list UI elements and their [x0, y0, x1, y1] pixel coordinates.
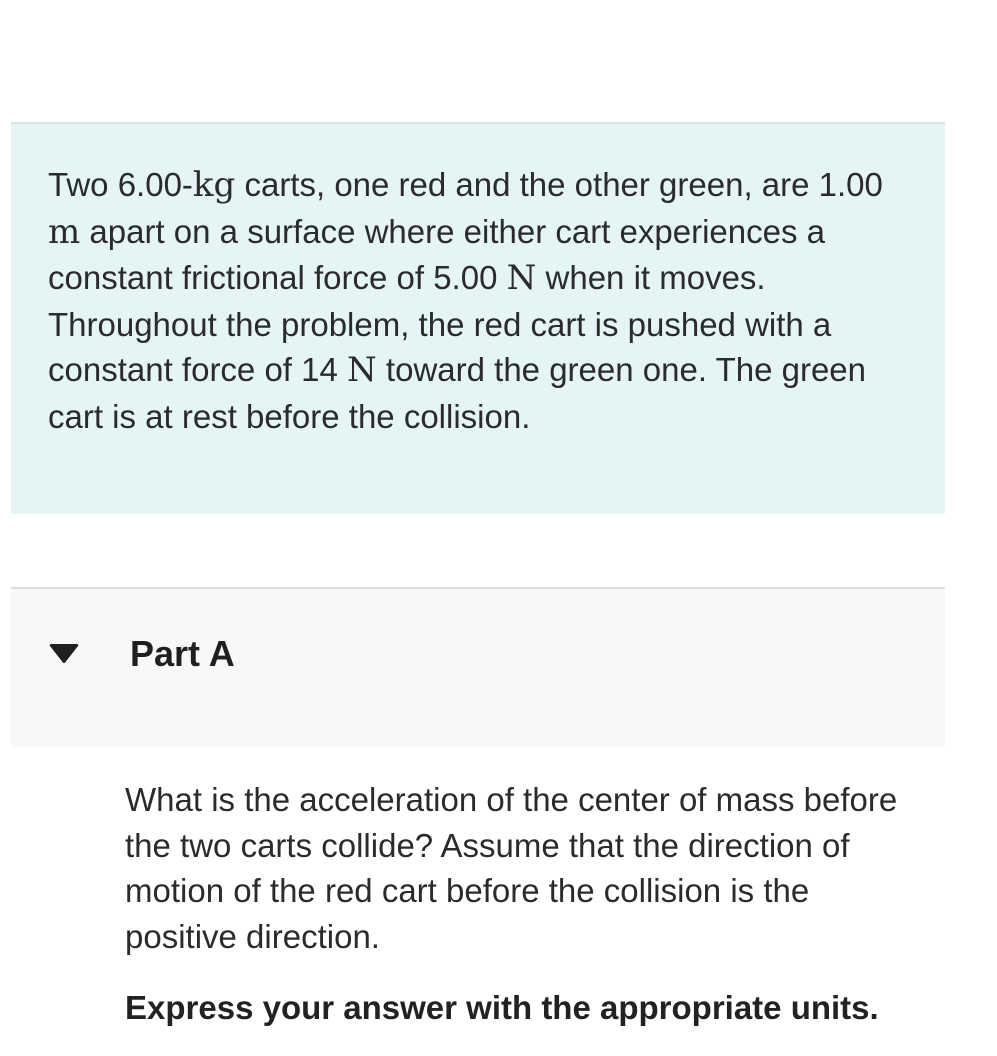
problem-text-segment: toward the green one. The green cart is at rest before the collision.	[48, 351, 866, 435]
problem-text-segment: Two 6.00-	[48, 166, 193, 203]
problem-text-segment: carts, one red and the other green, are 1.00	[235, 166, 883, 203]
answer-instruction: Express your answer with the appropriate units.	[125, 989, 879, 1026]
unit-n: N	[506, 258, 537, 298]
caret-down-icon[interactable]	[49, 644, 79, 664]
problem-text-segment: apart on a surface where either cart experiences a constant frictional force of 5.00	[48, 212, 825, 296]
problem-text-segment: when it moves. Throughout the problem, the red cart is pushed with a constant force of 14	[48, 259, 832, 388]
problem-statement	[11, 122, 945, 514]
unit-kg: kg	[192, 165, 236, 205]
part-title: Part A	[130, 633, 235, 674]
unit-m: m	[48, 211, 81, 252]
question-text: What is the acceleration of the center of mass before the two carts collide? Assume that the direction of motion of the red cart before the collision is the positive direction.	[125, 781, 898, 955]
problem-text	[48, 162, 918, 439]
unit-n: N	[347, 350, 377, 390]
part-a-header[interactable]	[11, 587, 945, 747]
